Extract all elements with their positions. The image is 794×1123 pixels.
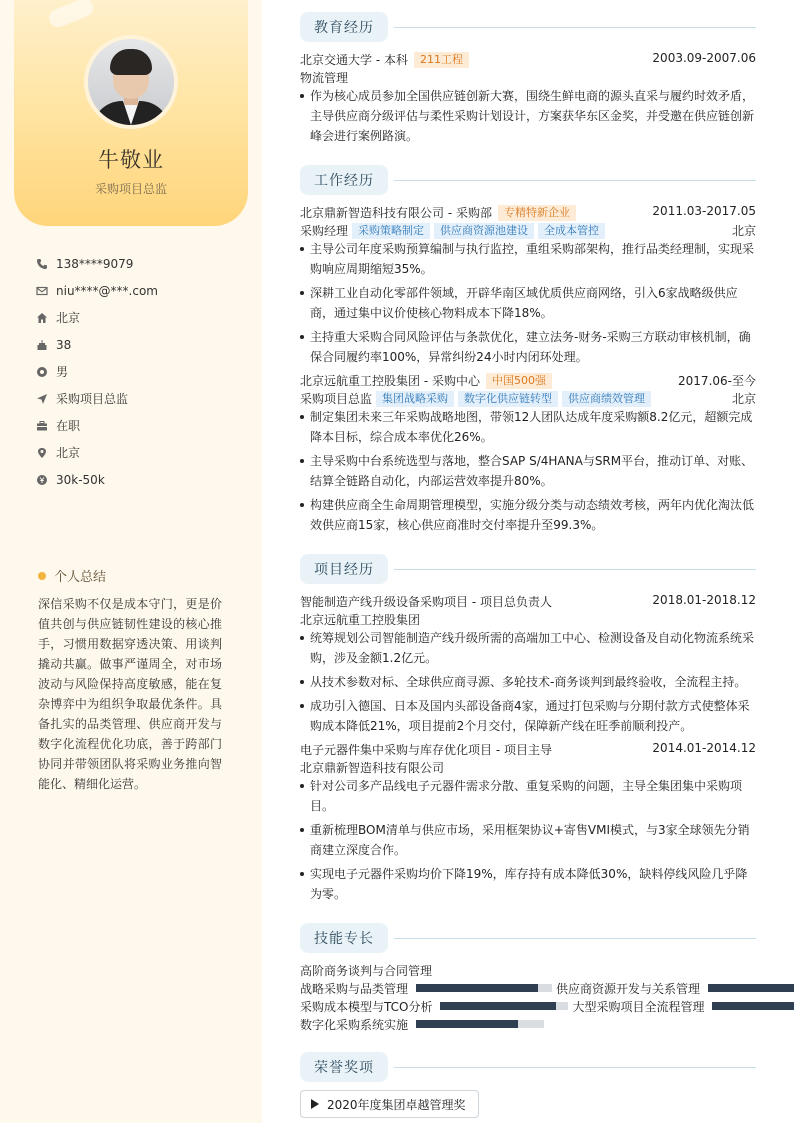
phone-icon <box>36 258 48 270</box>
info-value: 北京 <box>56 446 81 460</box>
work-bullets <box>300 407 756 539</box>
project-name: 电子元器件集中采购与库存优化项目 - 项目主导 <box>300 743 552 757</box>
mail-icon <box>36 285 48 297</box>
section-title: 教育经历 <box>300 12 388 42</box>
project-org: 北京远航重工控股集团 <box>300 613 421 627</box>
skill-bar <box>708 984 794 992</box>
info-value: 男 <box>56 365 69 379</box>
list-item: 构建供应商全生命周期管理模型，实施分级分类与动态绩效考核，两年内优化淘汰低效供应商15家，核心供应商准时交付率提升至99.3%。 <box>300 495 756 535</box>
award-item <box>300 1090 479 1118</box>
section-divider <box>394 569 756 570</box>
work-role-row <box>300 390 756 407</box>
skill-fill <box>708 984 794 992</box>
list-item: 重新梳理BOM清单与供应市场，采用框架协议+寄售VMI模式，与3家全球领先分销商建立深度合作。 <box>300 820 756 860</box>
project-name: 智能制造产线升级设备采购项目 - 项目总负责人 <box>300 595 552 609</box>
list-item: 成功引入德国、日本及国内头部设备商4家，通过打包采购与分期付款方式使整体采购成本降低21%，项目提前2个月交付，保障新产线在旺季前顺利投产。 <box>300 696 756 736</box>
summary-heading-label: 个人总结 <box>54 570 107 585</box>
profile-name: 牛敬业 <box>98 148 164 172</box>
skill-name: 大型采购项目全流程管理 <box>572 999 705 1014</box>
list-item: 主持重大采购合同风险评估与条款优化，建立法务-财务-采购三方联动审核机制，确保合同履约率100%，异常纠纷24小时内闭环处理。 <box>300 327 756 367</box>
work-date: 2017.06-至今 <box>678 374 756 388</box>
sidebar <box>0 0 262 1123</box>
section-title: 工作经历 <box>300 165 388 195</box>
list-item: 从技术参数对标、全球供应商寻源、多轮技术-商务谈判到最终验收，全流程主持。 <box>300 672 756 692</box>
skill-fill <box>712 1002 794 1010</box>
skill-tag: 采购策略制定 <box>352 223 430 239</box>
card-decoration <box>46 0 95 30</box>
section-divider <box>394 938 756 939</box>
project-bullets <box>300 776 756 908</box>
info-age <box>36 331 246 358</box>
list-item: 深耕工业自动化零部件领域，开辟华南区域优质供应商网络，引入6家战略级供应商，通过集中议价使核心物料成本下降18%。 <box>300 283 756 323</box>
education-major: 物流管理 <box>300 71 349 85</box>
list-item: 主导采购中台系统选型与落地，整合SAP S/4HANA与SRM平台，推动订单、对账、结算全链路自动化，内部运营效率提升80%。 <box>300 451 756 491</box>
work-city: 北京 <box>731 224 756 238</box>
skill-fill <box>416 1020 518 1028</box>
summary-text: 深信采购不仅是成本守门，更是价值共创与供应链韧性建设的核心推手，习惯用数据穿透决策、用谈判撬动共赢。做事严谨周全，对市场波动与风险保持高度敏感，能在复杂博弈中为组织争取最优条件。具备扎实的品类管理、供应商开发与数字化流程优化功底，善于跨部门协同并带领团队将采购业务推向智能化、精细化运营。 <box>38 597 222 791</box>
skill-bar <box>712 1002 794 1010</box>
info-value: 在职 <box>56 419 81 433</box>
info-value: 38 <box>56 337 72 352</box>
cake-icon <box>36 339 48 351</box>
list-item: 制定集团未来三年采购战略地图，带领12人团队达成年度采购额8.2亿元，超额完成降本目标，综合成本率优化26%。 <box>300 407 756 447</box>
work-company: 北京远航重工控股集团 - 采购中心 <box>300 374 480 388</box>
skill-fill <box>440 1002 555 1010</box>
project-bullets <box>300 628 756 740</box>
info-value: 138****9079 <box>56 256 134 271</box>
info-position <box>36 385 246 412</box>
work-bullets <box>300 239 756 371</box>
info-salary <box>36 466 246 493</box>
list-item: 统筹规划公司智能制造产线升级所需的高端加工中心、检测设备及自动化物流系统采购，涉及金额1.2亿元。 <box>300 628 756 668</box>
send-icon <box>36 393 48 405</box>
skill-tag: 供应商资源池建设 <box>434 223 534 239</box>
project-date: 2014.01-2014.12 <box>652 741 756 755</box>
location-pin-icon <box>36 447 48 459</box>
skill-item <box>300 1016 544 1032</box>
skill-tag: 全成本管控 <box>538 223 605 239</box>
skill-bar <box>440 1002 568 1010</box>
project-header <box>300 741 756 758</box>
contact-info-list <box>36 250 246 493</box>
section-work <box>300 165 388 195</box>
info-email <box>36 277 246 304</box>
work-tag: 专精特新企业 <box>498 205 576 221</box>
work-company: 北京鼎新智造科技有限公司 - 采购部 <box>300 206 492 220</box>
summary-dot-icon <box>38 572 46 580</box>
list-item: 主导公司年度采购预算编制与执行监控，重组采购部架构，推行品类经理制，实现采购响应周期缩短35%。 <box>300 239 756 279</box>
gender-icon <box>36 366 48 378</box>
skill-name: 数字化采购系统实施 <box>300 1017 409 1032</box>
skill-bar <box>416 1020 544 1028</box>
salary-icon <box>36 474 48 486</box>
profile-title: 采购项目总监 <box>94 182 167 196</box>
avatar <box>88 39 174 125</box>
work-city: 北京 <box>731 392 756 406</box>
info-value: niu****@***.com <box>56 283 158 298</box>
work-date: 2011.03-2017.05 <box>652 204 756 218</box>
work-role: 采购项目总监 <box>300 392 373 406</box>
info-location <box>36 439 246 466</box>
section-divider <box>394 1067 756 1068</box>
skill-headline: 高阶商务谈判与合同管理 <box>300 964 433 978</box>
section-skills <box>300 923 388 953</box>
project-org: 北京鼎新智造科技有限公司 <box>300 761 445 775</box>
list-item: 实现电子元器件采购均价下降19%，库存持有成本降低30%，缺料停线风险几乎降为零。 <box>300 864 756 904</box>
skill-name: 战略采购与品类管理 <box>300 981 409 996</box>
work-header <box>300 372 756 389</box>
section-awards <box>300 1052 388 1082</box>
info-value: 30k-50k <box>56 472 105 487</box>
section-title: 技能专长 <box>300 923 388 953</box>
education-bullets <box>300 86 756 150</box>
section-projects <box>300 554 388 584</box>
home-icon <box>36 312 48 324</box>
skill-bar <box>416 984 552 992</box>
education-header <box>300 51 756 68</box>
work-header <box>300 204 756 221</box>
award-label: 2020年度集团卓越管理奖 <box>327 1097 466 1112</box>
skill-tag: 供应商绩效管理 <box>562 391 651 407</box>
list-item: 针对公司多产品线电子元器件需求分散、重复采购的问题，主导全集团集中采购项目。 <box>300 776 756 816</box>
work-role-row <box>300 222 756 239</box>
education-school: 北京交通大学 - 本科 <box>300 53 408 67</box>
work-role: 采购经理 <box>300 224 349 238</box>
info-value: 北京 <box>56 311 81 325</box>
education-date: 2003.09-2007.06 <box>652 51 756 65</box>
summary-heading <box>38 566 106 585</box>
skill-item <box>300 998 794 1014</box>
project-date: 2018.01-2018.12 <box>652 593 756 607</box>
info-status <box>36 412 246 439</box>
info-home <box>36 304 246 331</box>
project-header <box>300 593 756 610</box>
avatar-ring <box>84 35 178 129</box>
work-tag: 中国500强 <box>486 373 552 389</box>
skill-tag: 数字化供应链转型 <box>458 391 558 407</box>
education-tag: 211工程 <box>414 52 469 68</box>
section-divider <box>394 27 756 28</box>
section-divider <box>394 180 756 181</box>
briefcase-icon <box>36 420 48 432</box>
skill-name: 采购成本模型与TCO分析 <box>300 999 433 1014</box>
section-title: 荣誉奖项 <box>300 1052 388 1082</box>
info-value: 采购项目总监 <box>56 392 129 406</box>
skill-item <box>300 980 794 996</box>
skill-fill <box>416 984 538 992</box>
section-title: 项目经历 <box>300 554 388 584</box>
play-triangle-icon <box>311 1099 319 1109</box>
info-gender <box>36 358 246 385</box>
skill-tag: 集团战略采购 <box>376 391 454 407</box>
skill-name: 供应商资源开发与关系管理 <box>556 981 701 996</box>
info-phone <box>36 250 246 277</box>
list-item: 作为核心成员参加全国供应链创新大赛，围绕生鲜电商的源头直采与履约时效矛盾，主导供应商分级评估与柔性采购计划设计，方案获华东区金奖，并受邀在供应链创新峰会进行案例路演。 <box>300 86 756 146</box>
section-education <box>300 12 388 42</box>
